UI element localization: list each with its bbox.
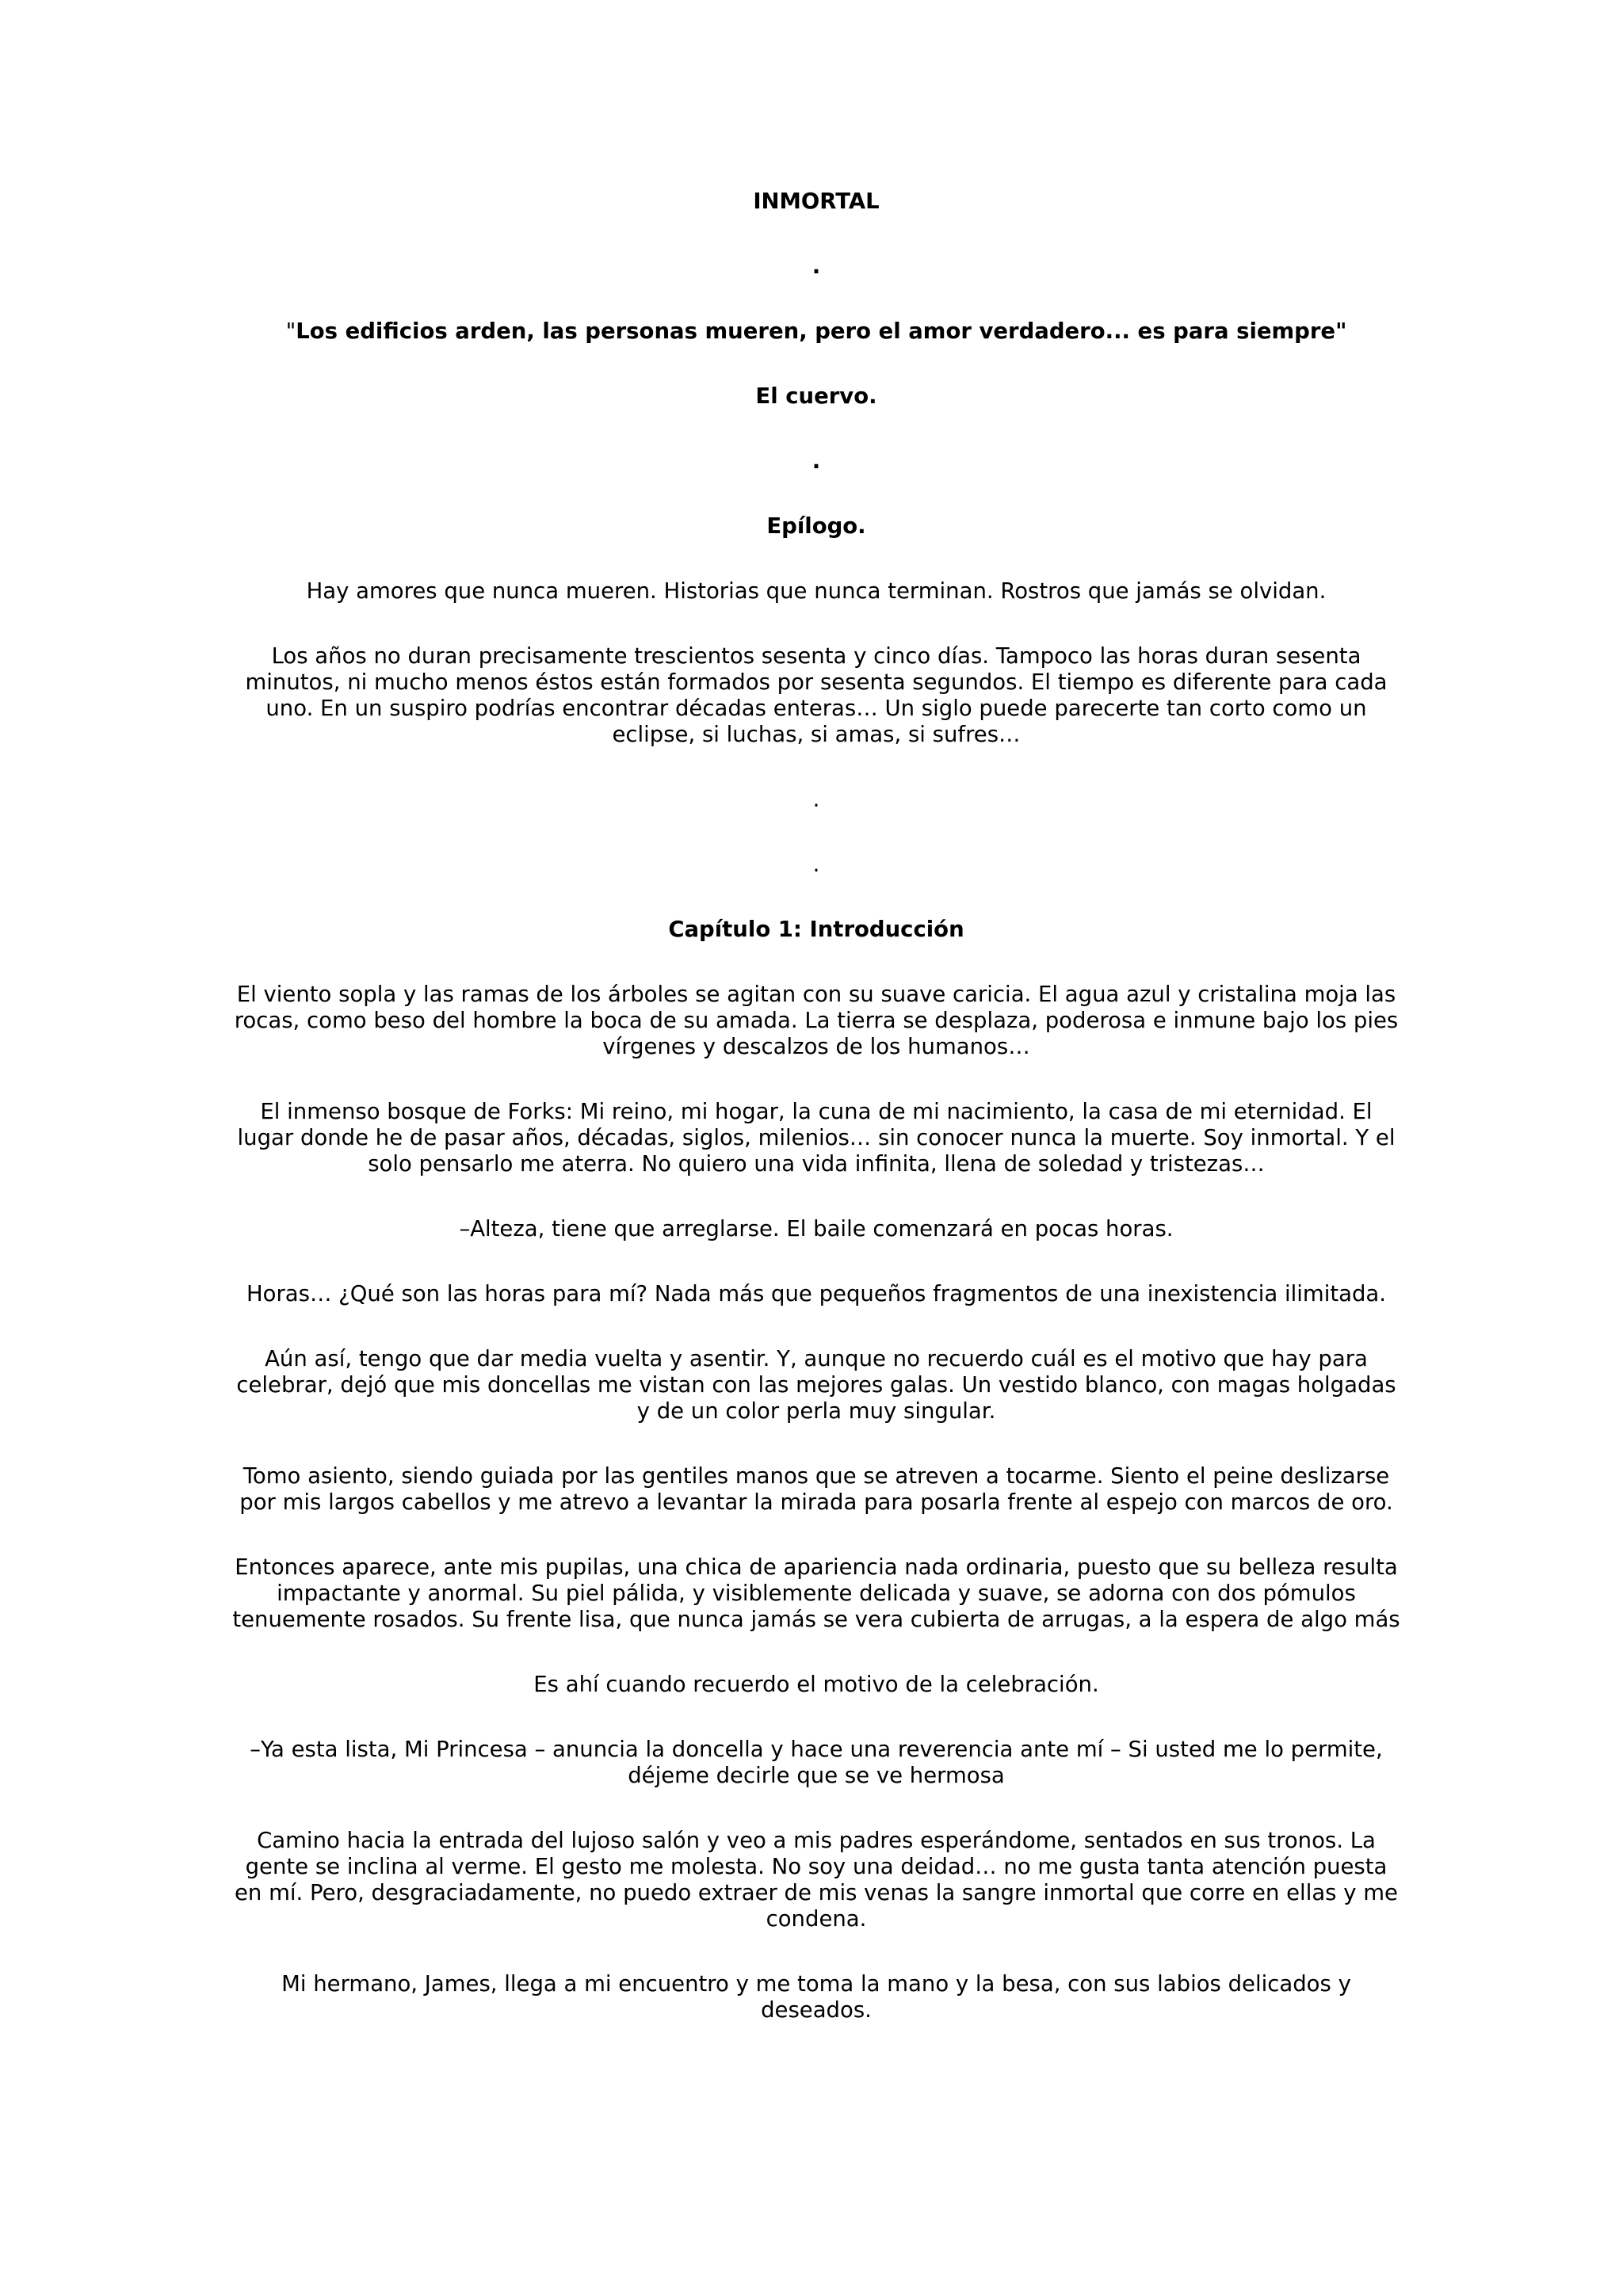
epigraph-quote — [230, 318, 1403, 345]
chapter-paragraph: –Alteza, tiene que arreglarse. El baile comenzará en pocas horas. — [459, 1216, 1174, 1241]
separator-dot: . — [812, 852, 820, 877]
chapter-paragraph: –Ya esta lista, Mi Princesa – anuncia la doncella y hace una reverencia ante mí – Si usted me lo permite, déjeme decirle que se ve hermosa — [250, 1737, 1383, 1788]
chapter-heading: Capítulo 1: Introducción — [668, 917, 964, 942]
document-title: INMORTAL — [753, 189, 880, 214]
epilogue-paragraph: Los años no duran precisamente trescientos sesenta y cinco días. Tampoco las horas duran sesenta minutos, ni mucho menos éstos están formados por sesenta segundos. El tiempo es diferente para cada uno. En un suspiro podrías encontrar décadas enteras… Un siglo puede parecerte tan corto como un eclipse, si luchas, si amas, si sufres… — [245, 643, 1388, 747]
separator-dot: . — [812, 254, 821, 279]
chapter-paragraph: Mi hermano, James, llega a mi encuentro y me toma la mano y la besa, con sus labios delicados y deseados. — [281, 1971, 1351, 2023]
quote-author: El cuervo. — [755, 383, 877, 409]
chapter-paragraph: El viento sopla y las ramas de los árboles se agitan con su suave caricia. El agua azul y cristalina moja las rocas, como beso del hombre la boca de su amada. La tierra se desplaza, poderosa e inmune bajo los pies vírgenes y descalzos de los humanos… — [234, 982, 1399, 1059]
separator-dot: . — [812, 448, 821, 474]
chapter-paragraph: Es ahí cuando recuerdo el motivo de la celebración. — [533, 1672, 1099, 1697]
quote-close-mark: " — [1335, 318, 1347, 344]
quote-text: Los edificios arden, las personas mueren, pero el amor verdadero... es para siempre — [296, 318, 1336, 344]
chapter-paragraph: Camino hacia la entrada del lujoso salón y veo a mis padres esperándome, sentados en sus tronos. La gente se inclina al verme. El gesto me molesta. No soy una deidad… no me gusta tanta atención puesta en mí. Pero, desgraciadamente, no puedo extraer de mis venas la sangre inmortal que corre en ellas y me condena. — [235, 1828, 1398, 1932]
chapter-paragraph: Entonces aparece, ante mis pupilas, una chica de apariencia nada ordinaria, puesto que su belleza resulta impactante y anormal. Su piel pálida, y visiblemente delicada y suave, se adorna con dos pómulos tenuemente rosados. Su frente lisa, que nunca jamás se vera cubierta de arrugas, a la espera de algo más — [232, 1554, 1400, 1632]
document-page — [230, 189, 1403, 2062]
chapter-paragraph: Tomo asiento, siendo guiada por las gentiles manos que se atreven a tocarme. Siento el peine deslizarse por mis largos cabellos y me atrevo a levantar la mirada para posarla frente al espejo con marcos de oro. — [239, 1463, 1393, 1515]
chapter-paragraph: Aún así, tengo que dar media vuelta y asentir. Y, aunque no recuerdo cuál es el motivo que hay para celebrar, dejó que mis doncellas me vistan con las mejores galas. Un vestido blanco, con magas holgadas y de un color perla muy singular. — [236, 1346, 1396, 1424]
separator-dot: . — [812, 787, 820, 812]
chapter-paragraph: El inmenso bosque de Forks: Mi reino, mi hogar, la cuna de mi nacimiento, la casa de mi eternidad. El lugar donde he de pasar años, décadas, siglos, milenios… sin conocer nunca la muerte. Soy inmortal. Y el solo pensarlo me aterra. No quiero una vida infinita, llena de soledad y tristezas… — [237, 1099, 1396, 1177]
quote-open-mark: " — [285, 318, 296, 344]
chapter-paragraph: Horas… ¿Qué son las horas para mí? Nada más que pequeños fragmentos de una inexistencia ilimitada. — [246, 1281, 1387, 1306]
epilogue-paragraph: Hay amores que nunca mueren. Historias que nunca terminan. Rostros que jamás se olvidan. — [306, 578, 1327, 604]
epilogue-heading: Epílogo. — [766, 513, 866, 539]
